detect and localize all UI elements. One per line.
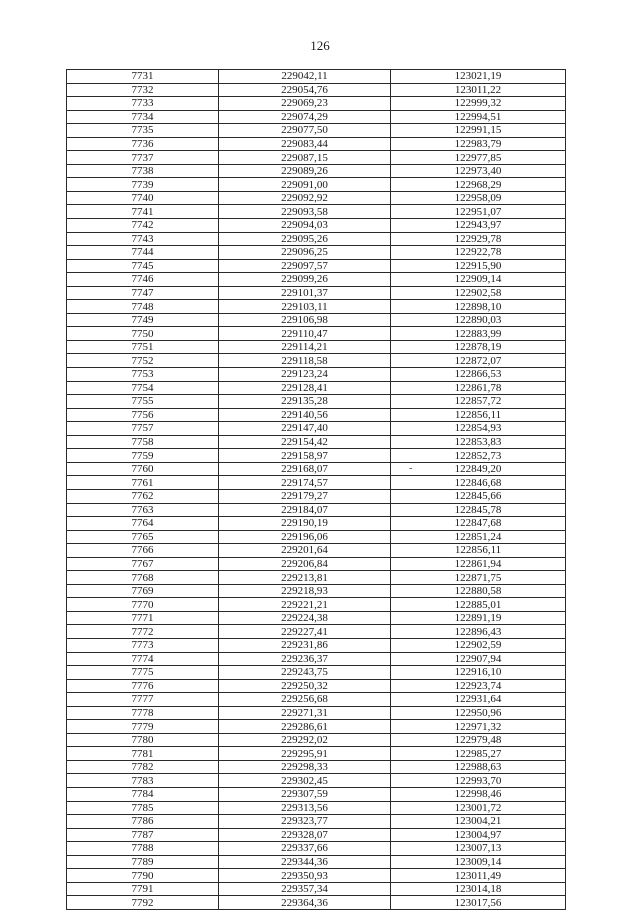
y-coordinate-cell: 123021,19 [391, 70, 566, 84]
x-coordinate-cell: 229091,00 [219, 178, 391, 192]
point-number-cell: 7754 [67, 381, 219, 395]
table-row [67, 395, 566, 409]
y-coordinate-cell: 123007,13 [391, 842, 566, 856]
point-number-cell: 7784 [67, 787, 219, 801]
point-number-cell: 7789 [67, 855, 219, 869]
point-number-cell: 7758 [67, 435, 219, 449]
y-coordinate-cell: 122998,46 [391, 787, 566, 801]
table-row [67, 381, 566, 395]
point-number-cell: 7756 [67, 408, 219, 422]
point-number-cell: 7760 [67, 462, 219, 476]
table-row [67, 476, 566, 490]
table-row [67, 368, 566, 382]
point-number-cell: 7738 [67, 164, 219, 178]
point-number-cell: 7766 [67, 544, 219, 558]
y-coordinate-cell: 122898,10 [391, 300, 566, 314]
table-row [67, 517, 566, 531]
y-coordinate-cell: 122958,09 [391, 191, 566, 205]
table-row [67, 855, 566, 869]
table-row [67, 327, 566, 341]
x-coordinate-cell: 229323,77 [219, 815, 391, 829]
x-coordinate-cell: 229054,76 [219, 83, 391, 97]
y-coordinate-cell: 122999,32 [391, 97, 566, 111]
table-row [67, 178, 566, 192]
y-coordinate-cell: 122852,73 [391, 449, 566, 463]
x-coordinate-cell: 229042,11 [219, 70, 391, 84]
x-coordinate-cell: 229295,91 [219, 747, 391, 761]
y-coordinate-cell: 122854,93 [391, 422, 566, 436]
y-coordinate-cell: 122846,68 [391, 476, 566, 490]
y-coordinate-cell: 122857,72 [391, 395, 566, 409]
x-coordinate-cell: 229128,41 [219, 381, 391, 395]
x-coordinate-cell: 229184,07 [219, 503, 391, 517]
point-number-cell: 7750 [67, 327, 219, 341]
y-coordinate-cell: 122979,48 [391, 733, 566, 747]
point-number-cell: 7763 [67, 503, 219, 517]
x-coordinate-cell: 229213,81 [219, 571, 391, 585]
table-row [67, 164, 566, 178]
table-row [67, 815, 566, 829]
y-coordinate-cell: 122891,19 [391, 611, 566, 625]
table-row [67, 70, 566, 84]
table-row [67, 124, 566, 138]
table-row [67, 219, 566, 233]
table-row [67, 110, 566, 124]
point-number-cell: 7737 [67, 151, 219, 165]
y-coordinate-cell: 122872,07 [391, 354, 566, 368]
point-number-cell: 7773 [67, 638, 219, 652]
point-number-cell: 7732 [67, 83, 219, 97]
table-row [67, 449, 566, 463]
point-number-cell: 7734 [67, 110, 219, 124]
y-coordinate-cell: 122973,40 [391, 164, 566, 178]
table-row [67, 693, 566, 707]
y-coordinate-cell: 122915,90 [391, 259, 566, 273]
y-coordinate-cell: 122929,78 [391, 232, 566, 246]
point-number-cell: 7743 [67, 232, 219, 246]
x-coordinate-cell: 229292,02 [219, 733, 391, 747]
table-row [67, 462, 566, 476]
y-coordinate-cell: 122847,68 [391, 517, 566, 531]
table-row [67, 489, 566, 503]
x-coordinate-cell: 229168,07 [219, 462, 391, 476]
y-coordinate-cell: 122993,70 [391, 774, 566, 788]
y-coordinate-cell: 123009,14 [391, 855, 566, 869]
point-number-cell: 7765 [67, 530, 219, 544]
x-coordinate-cell: 229135,28 [219, 395, 391, 409]
table-row [67, 882, 566, 896]
point-number-cell: 7776 [67, 679, 219, 693]
table-row [67, 530, 566, 544]
y-coordinate-cell: 122845,66 [391, 489, 566, 503]
y-coordinate-cell: 122853,83 [391, 435, 566, 449]
x-coordinate-cell: 229087,15 [219, 151, 391, 165]
x-coordinate-cell: 229344,36 [219, 855, 391, 869]
point-number-cell: 7741 [67, 205, 219, 219]
y-coordinate-cell: 122861,78 [391, 381, 566, 395]
y-coordinate-cell: 123011,22 [391, 83, 566, 97]
point-number-cell: 7781 [67, 747, 219, 761]
table-row [67, 313, 566, 327]
y-coordinate-cell: 122845,78 [391, 503, 566, 517]
x-coordinate-cell: 229099,26 [219, 273, 391, 287]
x-coordinate-cell: 229089,26 [219, 164, 391, 178]
y-coordinate-cell: 122994,51 [391, 110, 566, 124]
table-row [67, 83, 566, 97]
x-coordinate-cell: 229106,98 [219, 313, 391, 327]
point-number-cell: 7764 [67, 517, 219, 531]
point-number-cell: 7791 [67, 882, 219, 896]
y-coordinate-cell: 122851,24 [391, 530, 566, 544]
point-number-cell: 7768 [67, 571, 219, 585]
x-coordinate-cell: 229236,37 [219, 652, 391, 666]
x-coordinate-cell: 229158,97 [219, 449, 391, 463]
y-coordinate-cell: 122902,58 [391, 286, 566, 300]
point-number-cell: 7774 [67, 652, 219, 666]
point-number-cell: 7746 [67, 273, 219, 287]
y-coordinate-cell: 122943,97 [391, 219, 566, 233]
table-row [67, 246, 566, 260]
x-coordinate-cell: 229218,93 [219, 584, 391, 598]
x-coordinate-cell: 229302,45 [219, 774, 391, 788]
table-row [67, 544, 566, 558]
point-number-cell: 7787 [67, 828, 219, 842]
point-number-cell: 7779 [67, 720, 219, 734]
x-coordinate-cell: 229110,47 [219, 327, 391, 341]
coordinates-table [66, 69, 566, 910]
y-coordinate-cell: 122902,59 [391, 638, 566, 652]
point-number-cell: 7749 [67, 313, 219, 327]
point-number-cell: 7742 [67, 219, 219, 233]
x-coordinate-cell: 229201,64 [219, 544, 391, 558]
table-row [67, 97, 566, 111]
point-number-cell: 7788 [67, 842, 219, 856]
point-number-cell: 7782 [67, 760, 219, 774]
y-coordinate-cell: 122883,99 [391, 327, 566, 341]
x-coordinate-cell: 229096,25 [219, 246, 391, 260]
point-number-cell: 7748 [67, 300, 219, 314]
x-coordinate-cell: 229094,03 [219, 219, 391, 233]
x-coordinate-cell: 229095,26 [219, 232, 391, 246]
y-coordinate-cell: 122923,74 [391, 679, 566, 693]
y-coordinate-cell: 122991,15 [391, 124, 566, 138]
x-coordinate-cell: 229074,29 [219, 110, 391, 124]
point-number-cell: 7759 [67, 449, 219, 463]
table-row [67, 666, 566, 680]
point-number-cell: 7739 [67, 178, 219, 192]
y-coordinate-cell: 122977,85 [391, 151, 566, 165]
point-number-cell: 7786 [67, 815, 219, 829]
x-coordinate-cell: 229114,21 [219, 340, 391, 354]
point-number-cell: 7790 [67, 869, 219, 883]
table-row [67, 408, 566, 422]
x-coordinate-cell: 229328,07 [219, 828, 391, 842]
x-coordinate-cell: 229313,56 [219, 801, 391, 815]
x-coordinate-cell: 229069,23 [219, 97, 391, 111]
y-coordinate-cell: 122896,43 [391, 625, 566, 639]
y-coordinate-cell: 122861,94 [391, 557, 566, 571]
coordinates-table-body [67, 70, 566, 910]
table-row [67, 733, 566, 747]
x-coordinate-cell: 229123,24 [219, 368, 391, 382]
table-row [67, 598, 566, 612]
point-number-cell: 7785 [67, 801, 219, 815]
x-coordinate-cell: 229231,86 [219, 638, 391, 652]
x-coordinate-cell: 229307,59 [219, 787, 391, 801]
point-number-cell: 7762 [67, 489, 219, 503]
y-coordinate-cell: 123014,18 [391, 882, 566, 896]
point-number-cell: 7775 [67, 666, 219, 680]
y-coordinate-cell: 123001,72 [391, 801, 566, 815]
table-row [67, 354, 566, 368]
x-coordinate-cell: 229256,68 [219, 693, 391, 707]
x-coordinate-cell: 229227,41 [219, 625, 391, 639]
x-coordinate-cell: 229103,11 [219, 300, 391, 314]
table-row [67, 273, 566, 287]
point-number-cell: 7752 [67, 354, 219, 368]
y-coordinate-cell: 123011,49 [391, 869, 566, 883]
x-coordinate-cell: 229147,40 [219, 422, 391, 436]
table-row [67, 300, 566, 314]
y-coordinate-cell: 122871,75 [391, 571, 566, 585]
y-coordinate-cell: 122890,03 [391, 313, 566, 327]
point-number-cell: 7780 [67, 733, 219, 747]
table-row [67, 828, 566, 842]
table-row [67, 340, 566, 354]
table-row [67, 625, 566, 639]
table-row [67, 679, 566, 693]
table-row [67, 842, 566, 856]
x-coordinate-cell: 229206,84 [219, 557, 391, 571]
point-number-cell: 7744 [67, 246, 219, 260]
y-coordinate-cell: 123004,97 [391, 828, 566, 842]
point-number-cell: 7745 [67, 259, 219, 273]
table-row [67, 503, 566, 517]
table-row [67, 571, 566, 585]
table-row [67, 720, 566, 734]
x-coordinate-cell: 229174,57 [219, 476, 391, 490]
table-row [67, 137, 566, 151]
y-coordinate-cell: 122951,07 [391, 205, 566, 219]
point-number-cell: 7757 [67, 422, 219, 436]
y-coordinate-cell: 122988,63 [391, 760, 566, 774]
point-number-cell: 7771 [67, 611, 219, 625]
x-coordinate-cell: 229196,06 [219, 530, 391, 544]
x-coordinate-cell: 229298,33 [219, 760, 391, 774]
table-row [67, 787, 566, 801]
point-number-cell: 7740 [67, 191, 219, 205]
table-row [67, 896, 566, 910]
table-row [67, 774, 566, 788]
x-coordinate-cell: 229077,50 [219, 124, 391, 138]
x-coordinate-cell: 229271,31 [219, 706, 391, 720]
x-coordinate-cell: 229093,58 [219, 205, 391, 219]
x-coordinate-cell: 229250,32 [219, 679, 391, 693]
y-coordinate-cell: 122880,58 [391, 584, 566, 598]
y-coordinate-cell: 122878,19 [391, 340, 566, 354]
y-coordinate-cell: 123017,56 [391, 896, 566, 910]
x-coordinate-cell: 229243,75 [219, 666, 391, 680]
table-row [67, 706, 566, 720]
stray-mark: - [409, 462, 413, 474]
y-coordinate-cell: 122866,53 [391, 368, 566, 382]
point-number-cell: 7747 [67, 286, 219, 300]
x-coordinate-cell: 229357,34 [219, 882, 391, 896]
point-number-cell: 7733 [67, 97, 219, 111]
y-coordinate-cell: 122971,32 [391, 720, 566, 734]
table-row [67, 760, 566, 774]
y-coordinate-cell: 122885,01 [391, 598, 566, 612]
table-row [67, 611, 566, 625]
x-coordinate-cell: 229101,37 [219, 286, 391, 300]
y-coordinate-cell: 122983,79 [391, 137, 566, 151]
point-number-cell: 7736 [67, 137, 219, 151]
x-coordinate-cell: 229286,61 [219, 720, 391, 734]
y-coordinate-cell: 122909,14 [391, 273, 566, 287]
point-number-cell: 7792 [67, 896, 219, 910]
point-number-cell: 7770 [67, 598, 219, 612]
point-number-cell: 7778 [67, 706, 219, 720]
x-coordinate-cell: 229221,21 [219, 598, 391, 612]
point-number-cell: 7769 [67, 584, 219, 598]
table-row [67, 869, 566, 883]
point-number-cell: 7783 [67, 774, 219, 788]
point-number-cell: 7761 [67, 476, 219, 490]
y-coordinate-cell: 122907,94 [391, 652, 566, 666]
x-coordinate-cell: 229140,56 [219, 408, 391, 422]
y-coordinate-cell: 122968,29 [391, 178, 566, 192]
table-row [67, 801, 566, 815]
x-coordinate-cell: 229097,57 [219, 259, 391, 273]
y-coordinate-cell: 122931,64 [391, 693, 566, 707]
table-row [67, 205, 566, 219]
x-coordinate-cell: 229083,44 [219, 137, 391, 151]
table-row [67, 652, 566, 666]
y-coordinate-cell: 122856,11 [391, 408, 566, 422]
table-row [67, 232, 566, 246]
table-row [67, 422, 566, 436]
point-number-cell: 7755 [67, 395, 219, 409]
page-number: 126 [310, 38, 330, 53]
point-number-cell: 7772 [67, 625, 219, 639]
y-coordinate-cell: 122849,20 - [391, 462, 566, 476]
point-number-cell: 7767 [67, 557, 219, 571]
table-row [67, 151, 566, 165]
table-row [67, 259, 566, 273]
table-row [67, 747, 566, 761]
table-row [67, 435, 566, 449]
x-coordinate-cell: 229337,66 [219, 842, 391, 856]
point-number-cell: 7731 [67, 70, 219, 84]
x-coordinate-cell: 229224,38 [219, 611, 391, 625]
y-coordinate-cell: 122985,27 [391, 747, 566, 761]
y-coordinate-cell: 122916,10 [391, 666, 566, 680]
x-coordinate-cell: 229364,36 [219, 896, 391, 910]
table-row [67, 286, 566, 300]
table-row [67, 638, 566, 652]
point-number-cell: 7777 [67, 693, 219, 707]
y-coordinate-cell: 123004,21 [391, 815, 566, 829]
x-coordinate-cell: 229179,27 [219, 489, 391, 503]
x-coordinate-cell: 229350,93 [219, 869, 391, 883]
y-coordinate-cell: 122922,78 [391, 246, 566, 260]
point-number-cell: 7735 [67, 124, 219, 138]
point-number-cell: 7753 [67, 368, 219, 382]
y-coordinate-cell: 122950,96 [391, 706, 566, 720]
y-coordinate-cell: 122856,11 [391, 544, 566, 558]
x-coordinate-cell: 229118,58 [219, 354, 391, 368]
point-number-cell: 7751 [67, 340, 219, 354]
table-row [67, 584, 566, 598]
x-coordinate-cell: 229190,19 [219, 517, 391, 531]
table-row [67, 191, 566, 205]
x-coordinate-cell: 229154,42 [219, 435, 391, 449]
x-coordinate-cell: 229092,92 [219, 191, 391, 205]
table-row [67, 557, 566, 571]
